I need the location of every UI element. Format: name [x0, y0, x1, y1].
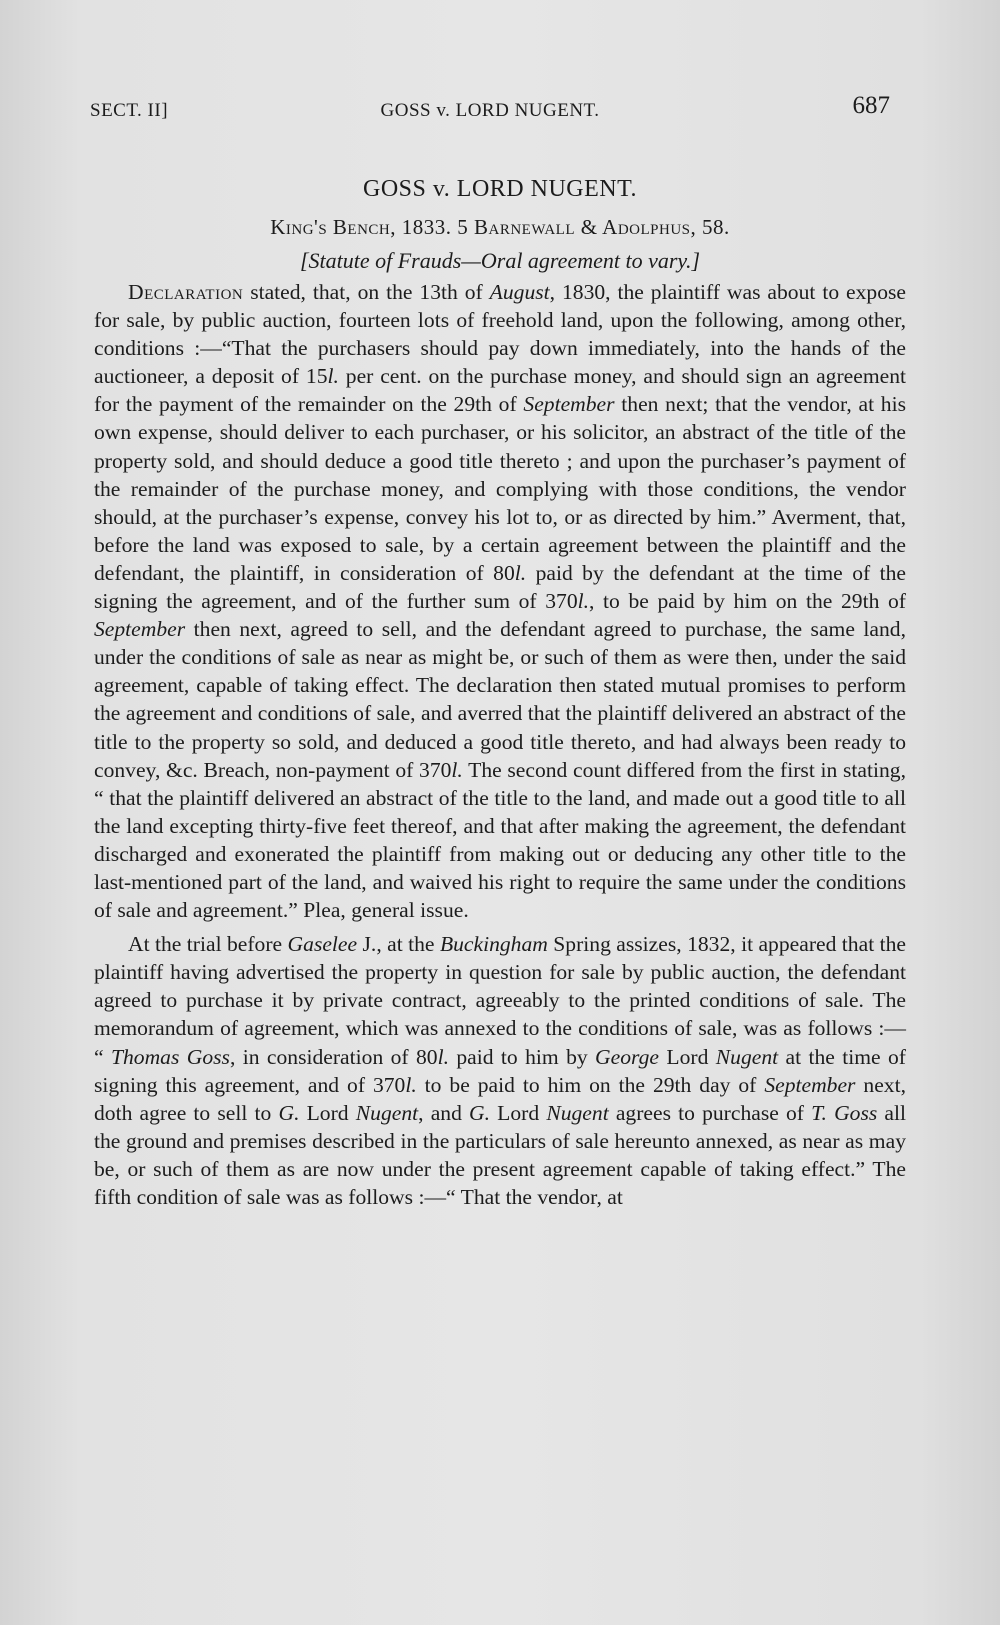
text-run: stated, that, on the 13th of: [243, 280, 490, 304]
text-run: Lord: [490, 1100, 547, 1125]
italic-run: l.: [437, 1044, 449, 1069]
text-run: Lord: [299, 1100, 356, 1125]
paragraph-declaration: [94, 278, 906, 924]
text-run: per cent. on the purchase money, and should sign an agreement for the payment of the remainder on the 29th of: [94, 364, 906, 417]
text-run: paid to him by: [448, 1044, 596, 1069]
italic-run: l.: [405, 1072, 417, 1097]
italic-run: Gaselee: [287, 932, 358, 957]
italic-run: Nugent: [715, 1044, 779, 1069]
italic-run: Nugent: [355, 1100, 419, 1125]
italic-run: Thomas Goss: [110, 1044, 230, 1069]
italic-run: G.: [278, 1100, 300, 1125]
italic-run: George: [595, 1044, 660, 1069]
italic-run: T. Goss: [811, 1100, 878, 1125]
case-headnote: [Statute of Frauds—Oral agreement to vary.]: [299, 248, 701, 273]
text-run: Lord: [659, 1044, 716, 1069]
page-body: [94, 176, 906, 1211]
running-title: GOSS v. LORD NUGENT.: [380, 100, 600, 121]
running-head: [90, 92, 890, 132]
italic-run: August: [489, 280, 550, 304]
text-run: The second count differed from the first in stating, “ that the plaintiff delivered an abstract of the title to the land, and made out a good title to all the land excepting thirty-five feet thereof, and that after making the agreement, the defendant discharged and exonerated the plaintiff from making out or deducing any other title to the last-mentioned part of the land, and waived his right to require the same under the conditions of sale and agreement.” Plea, general issue.: [94, 757, 906, 923]
italic-run: September: [94, 617, 186, 642]
text-run: next, doth agree to sell to: [94, 1072, 906, 1125]
text-run: J., at the: [357, 932, 440, 957]
text-run: then next, agreed to sell, and the defendant agreed to purchase, the same land, under the conditions of sale as near as might be, or such of them as were then, under the said agreement, capable of taking effect. The declaration then stated mutual promises to perform the agreement and conditions of sale, and averred that the plaintiff delivered an abstract of the title to the property so sold, and deduced a good title thereto, and had always been ready to convey, &c. Breach, non-payment of 370: [94, 617, 906, 782]
case-title: GOSS v. LORD NUGENT.: [363, 176, 637, 202]
text-run: paid by the defendant at the time of the signing the agreement, and of the further sum of 370: [94, 560, 906, 614]
text-run: then next; that the vendor, at his own expense, should deliver to each purchaser, or his solicitor, an abstract of the title of the property sold, and should deduce a good title thereto ; and upon the purchaser’s payment of the remainder of the purchase money, and complying with those conditions, the vendor should, at the purchaser’s expense, convey his lot to, or as directed by him.” Averment, that, before the land was exposed to sale, by a certain agreement between the plaintiff and the defendant, the plaintiff, in consideration of 80: [94, 392, 906, 585]
italic-run: September: [764, 1072, 856, 1097]
text-run: , and: [418, 1100, 470, 1125]
text-run: At the trial before: [128, 932, 288, 957]
lead-word: Declaration: [128, 280, 244, 304]
text-run: , in consideration of 80: [229, 1044, 438, 1069]
text-run: Spring assizes, 1832, it appeared that the plaintiff having advertised the property in question for sale by public auction, the defendant agreed to purchase it by private contract, agreeably to the printed conditions of sale. The memorandum of agreement, which was annexed to the conditions of sale, was as follows :— “: [94, 932, 906, 1069]
italic-run: September: [523, 392, 615, 417]
italic-run: l.: [577, 589, 590, 614]
italic-run: l.: [451, 757, 463, 782]
italic-run: G.: [469, 1100, 491, 1125]
page-number: 687: [852, 92, 890, 119]
text-run: all the ground and premises described in the particulars of sale hereunto annexed, as near as may be, or such of them as are now under the present agreement capable of taking effect.” The fifth condition of sale was as follows :—“ That the vendor, at: [94, 1100, 907, 1209]
paragraph-trial: [94, 930, 906, 1211]
case-citation: King's Bench, 1833. 5 Barnewall & Adolphus, 58.: [270, 215, 730, 239]
italic-run: l.: [327, 364, 339, 389]
italic-run: l.: [514, 560, 527, 585]
text-run: at the time of signing this agreement, and of 370: [94, 1044, 906, 1097]
text-run: , to be paid by him on the 29th of: [589, 589, 906, 614]
text-run: agrees to purchase of: [608, 1100, 812, 1125]
text-run: , 1830, the plaintiff was about to expose for sale, by public auction, fourteen lots of freehold land, upon the following, among other, conditions :—“That the purchasers should pay down immediately, into the hands of the auctioneer, a deposit of 15: [94, 280, 907, 389]
italic-run: Buckingham: [439, 932, 548, 957]
italic-run: Nugent: [546, 1100, 609, 1125]
text-run: to be paid to him on the 29th day of: [416, 1072, 765, 1097]
section-label: SECT. II]: [90, 100, 169, 121]
